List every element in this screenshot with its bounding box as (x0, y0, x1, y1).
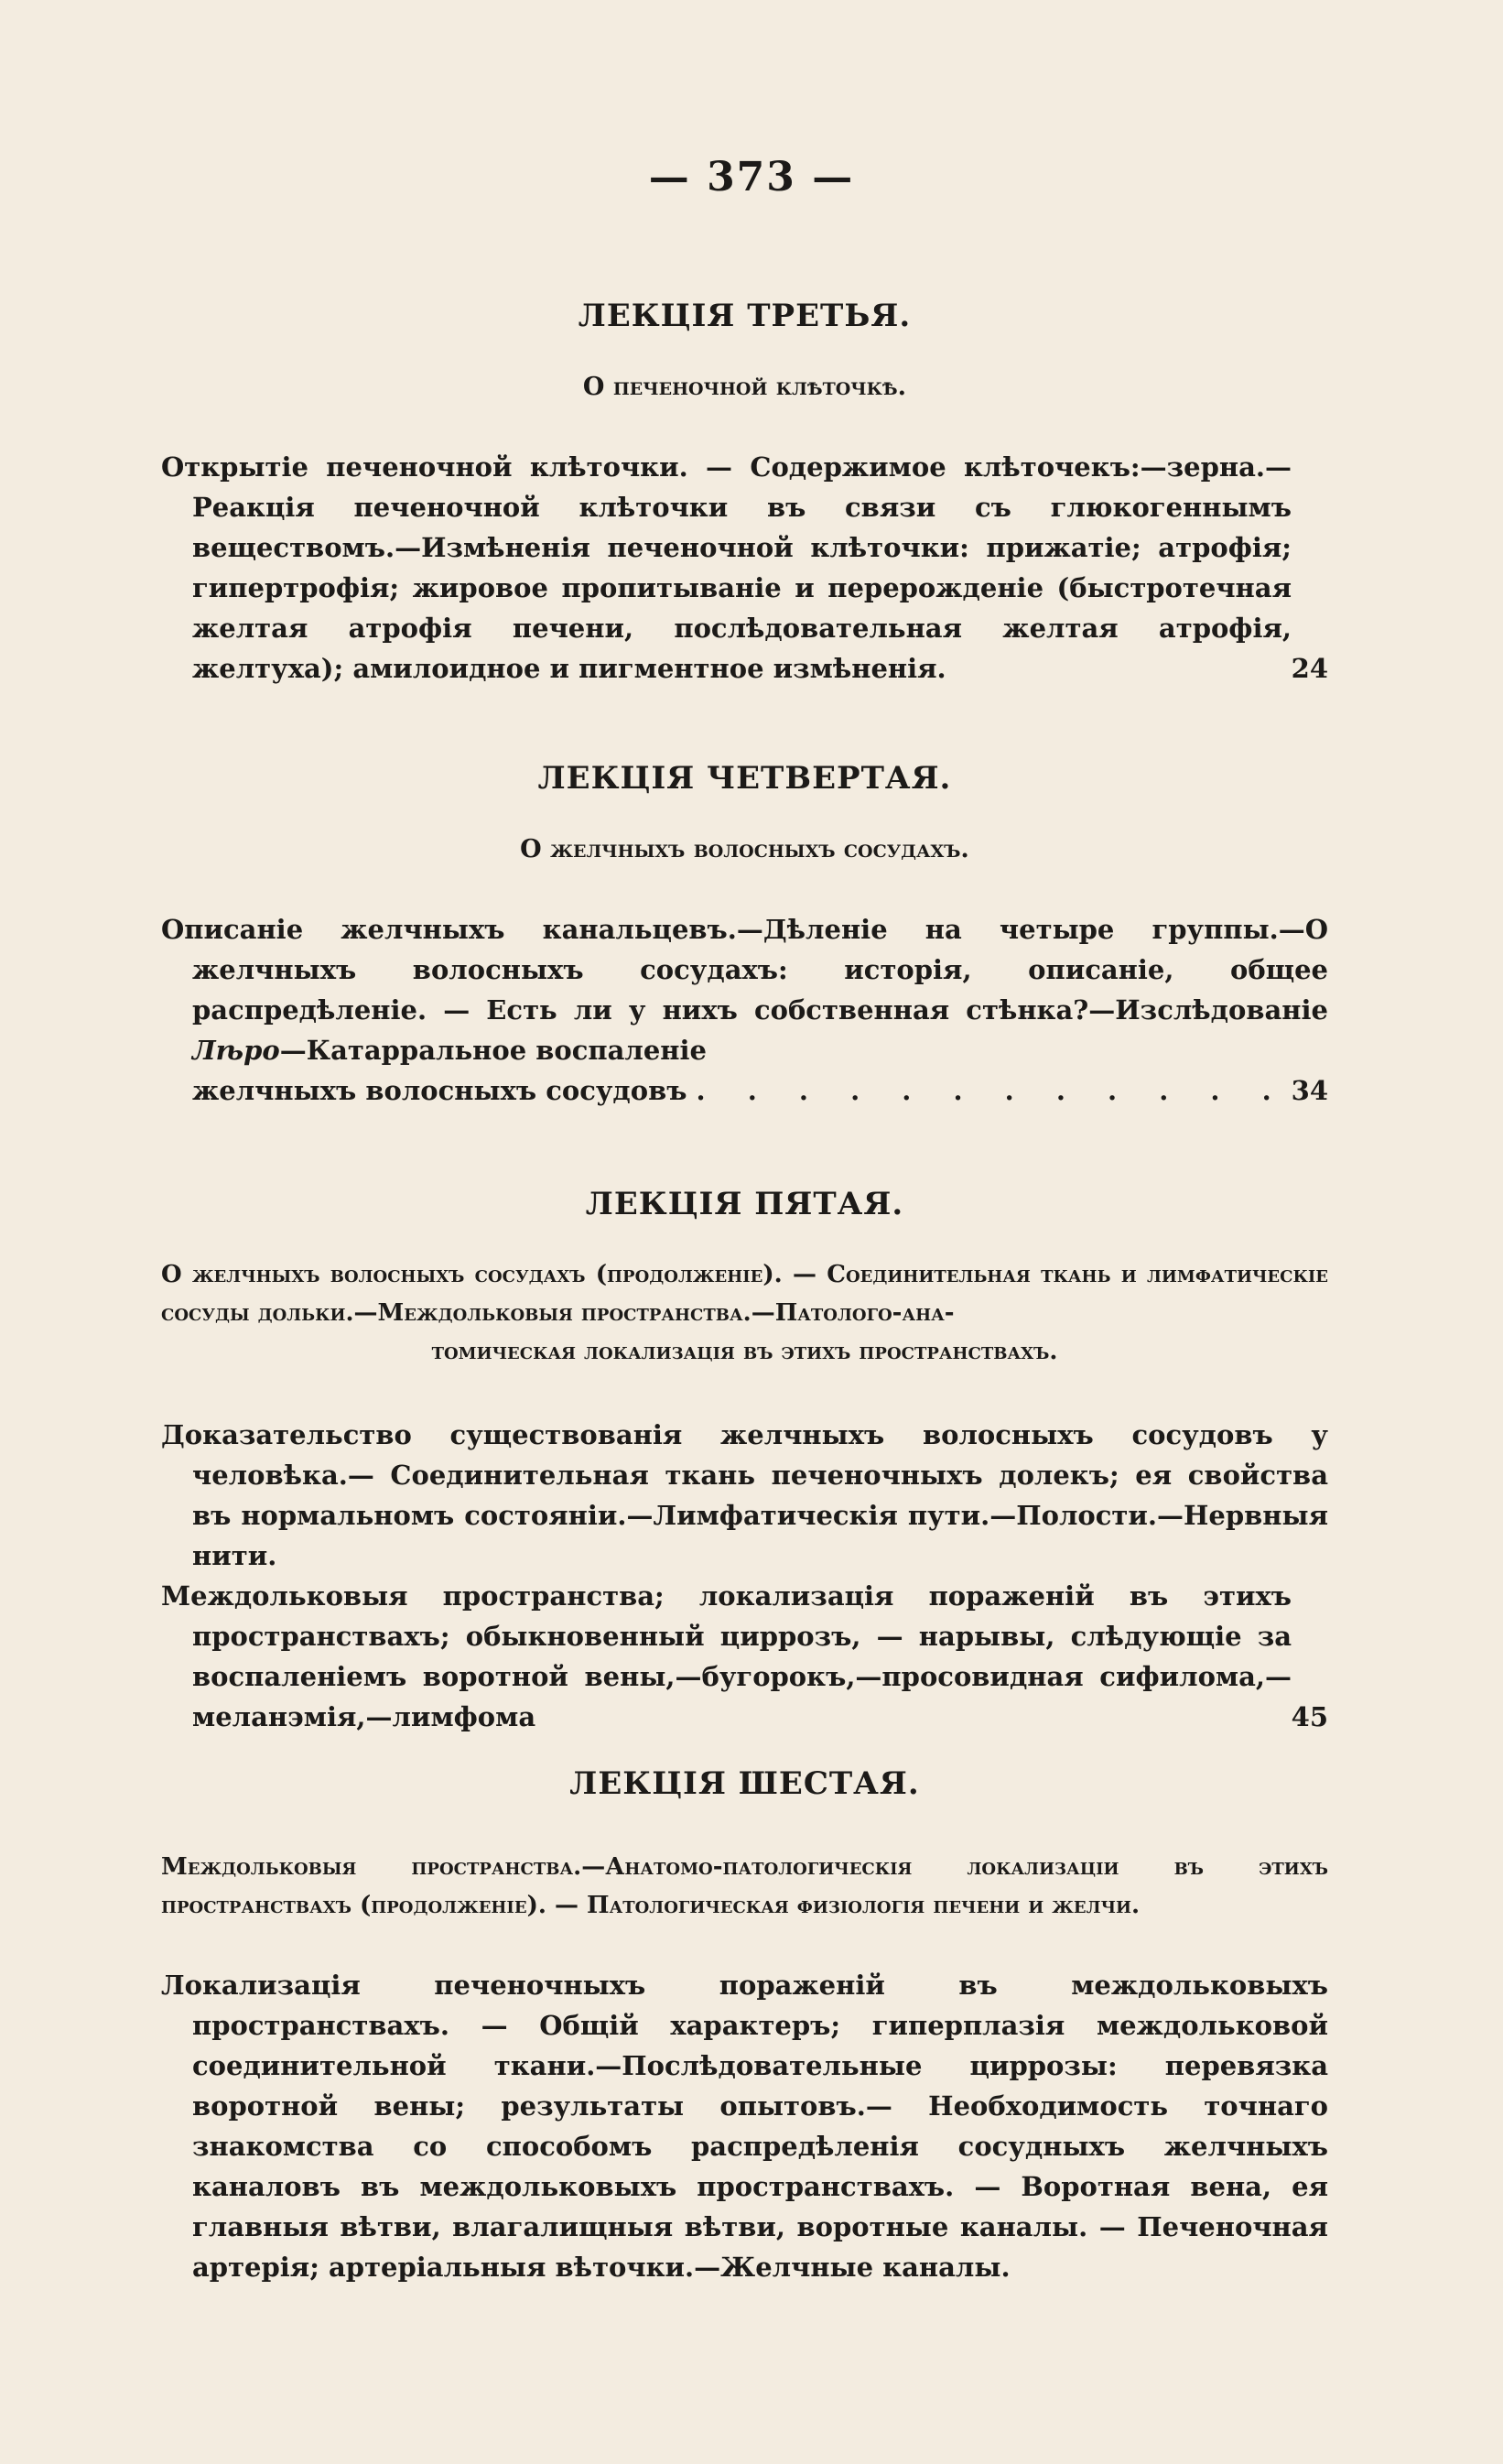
lecture-3-summary-wrap (161, 447, 1328, 689)
lecture-6 (161, 1765, 1328, 2287)
lecture-5-subtitle-last: томическая локализація въ этихъ пространствахъ. (431, 1338, 1058, 1365)
lecture-5-para-1: Доказательство существованія желчныхъ волосныхъ сосудовъ у человѣка.— Соединительная ткань печеночныхъ долекъ; ея свойства въ нормальномъ состояніи.—Лимфатическія пути.—Полости.—Нервныя нити. (161, 1419, 1328, 1571)
lecture-3-summary: Открытіе печеночной клѣточки. — Содержимое клѣточекъ:—зерна.—Реакція печеночной клѣточки въ связи съ глюкогеннымъ веществомъ.—Измѣненія печеночной клѣточки: прижатіе; атрофія; гипертрофія; жировое пропитываніе и перерожденіе (быстротечная желтая атрофія печени, послѣдовательная желтая атрофія, желтуха); амилоидное и пигментное измѣненія. (161, 451, 1292, 684)
lecture-5-subtitle (161, 1255, 1328, 1371)
lecture-4 (161, 760, 1328, 1111)
lecture-5 (161, 1186, 1328, 1737)
lecture-4-author: Лѣро (192, 1035, 280, 1066)
lecture-3-subtitle: О печеночной клѣточкѣ. (582, 373, 907, 401)
page-number: — 373 — (648, 154, 855, 201)
lecture-4-summary-last-text: желчныхъ волосныхъ сосудовъ (192, 1075, 687, 1106)
lecture-3-page: 24 (1291, 653, 1328, 684)
lecture-4-leader-dots: . . . . . . . . . . . . (696, 1075, 1288, 1106)
lecture-4-title: ЛЕКЦІЯ ЧЕТВЕРТАЯ. (537, 760, 952, 797)
lecture-4-summary (161, 909, 1328, 1070)
lecture-4-summary-a: Описаніе желчныхъ канальцевъ.—Дѣленіе на четыре группы.—О желчныхъ волосныхъ сосудахъ: исторія, описаніе, общее распредѣленіе. — Есть ли у нихъ собственная стѣнка?—Изслѣдованіе (161, 914, 1328, 1026)
lecture-4-summary-last (161, 1070, 1328, 1111)
lecture-5-subtitle-main: О желчныхъ волосныхъ сосудахъ (продолженіе). — Соединительная ткань и лимфатическіе сосуды дольки.—Междольковыя пространства.—Патолого-ана- (161, 1261, 1328, 1327)
lecture-6-title: ЛЕКЦІЯ ШЕСТАЯ. (569, 1765, 920, 1802)
lecture-5-para-2-wrap (161, 1576, 1328, 1737)
lecture-6-para: Локализація печеночныхъ пораженій въ междольковыхъ пространствахъ. — Общій характеръ; гиперплазія междольковой соединительной ткани.—Послѣдовательные циррозы: перевязка воротной вены; результаты опытовъ.— Необходимость точнаго знакомства со способомъ распредѣленія сосудныхъ желчныхъ каналовъ въ междольковыхъ пространствахъ. — Воротная вена, ея главныя вѣтви, влагалищныя вѣтви, воротные каналы. — Печеночная артерія; артеріальныя вѣточки.—Желчные каналы. (161, 1970, 1328, 2283)
lecture-3 (161, 298, 1328, 689)
lecture-4-subtitle: О желчныхъ волосныхъ сосудахъ. (520, 835, 969, 863)
lecture-4-summary-b: —Катарральное воспаленіе (279, 1035, 707, 1066)
lecture-6-subtitle: Междольковыя пространства.—Анатомо-патологическія локализаціи въ этихъ пространствахъ (продолженіе). — Патологическая физіологія печени и желчи. (161, 1853, 1328, 1919)
lecture-4-page: 34 (1291, 1075, 1328, 1106)
lecture-3-title: ЛЕКЦІЯ ТРЕТЬЯ. (578, 298, 912, 334)
lecture-5-para-2: Междольковыя пространства; локализація пораженій въ этихъ пространствахъ; обыкновенный циррозъ, — нарывы, слѣдующіе за воспаленіемъ воротной вены,—бугорокъ,—просовидная сифилома,—меланэмія,—лимфома (161, 1580, 1292, 1732)
lecture-5-title: ЛЕКЦІЯ ПЯТАЯ. (585, 1186, 904, 1222)
lecture-5-page: 45 (1291, 1701, 1328, 1732)
